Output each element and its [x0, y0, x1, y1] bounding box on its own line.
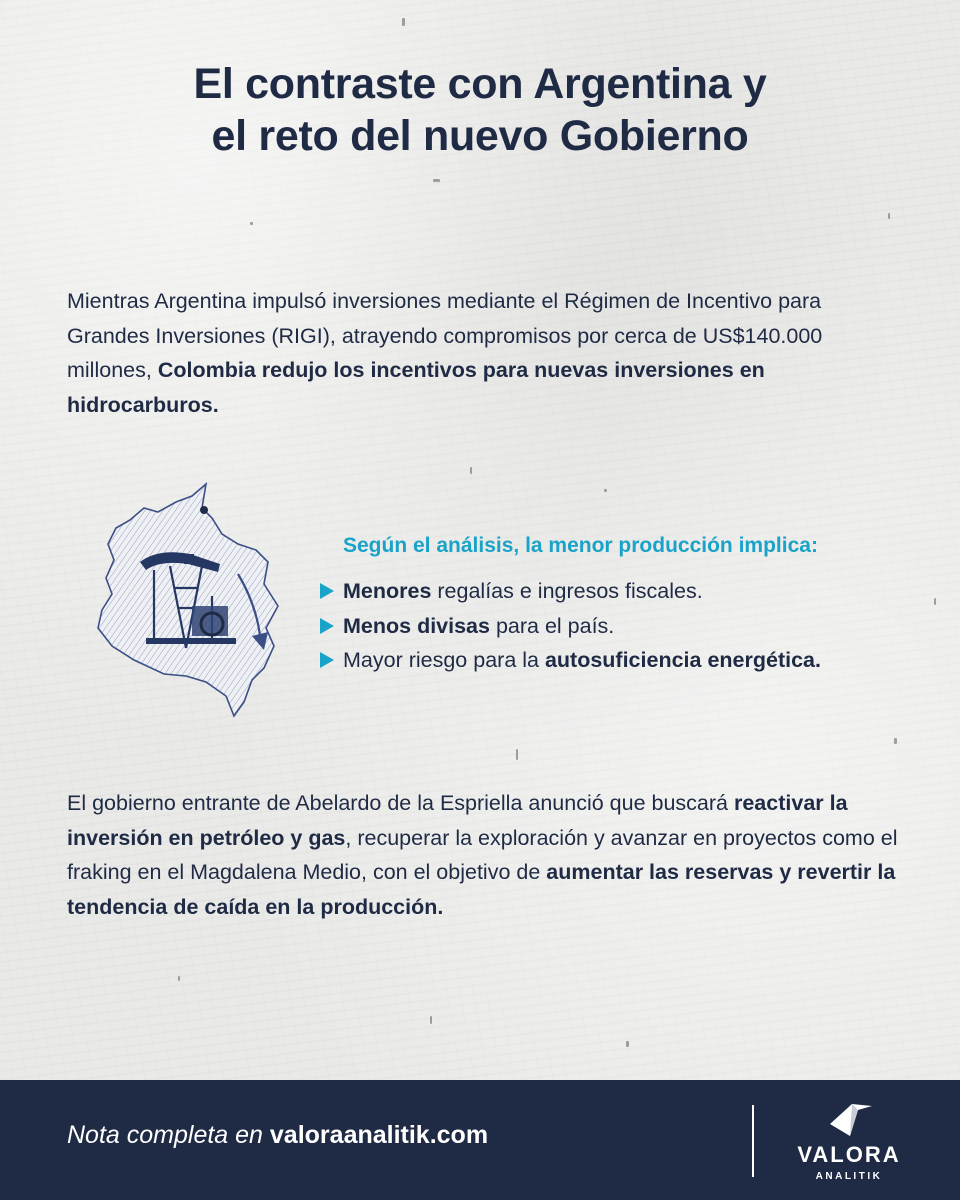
- paper-speck: [470, 467, 472, 474]
- footer-note: [67, 1121, 488, 1150]
- logo-subtitle: ANALITIK: [815, 1171, 883, 1182]
- outro-paragraph: [67, 786, 907, 924]
- paper-speck: [516, 749, 518, 760]
- paper-speck: [250, 222, 253, 225]
- triangle-bullet-icon: [320, 652, 334, 668]
- footer-site-link[interactable]: valoraanalitik.com: [269, 1121, 489, 1149]
- paper-speck: [433, 179, 440, 182]
- page-title-line1: El contraste con Argentina y: [193, 60, 767, 108]
- paper-speck: [888, 213, 890, 219]
- list-item-text: regalías e ingresos fiscales.: [431, 579, 703, 603]
- paper-speck: [626, 1041, 629, 1047]
- triangle-bullet-icon: [320, 583, 334, 599]
- logo-name: VALORA: [797, 1142, 901, 1167]
- intro-bold-text: Colombia redujo los incentivos para nuevas inversiones en hidrocarburos.: [67, 358, 765, 417]
- list-item-bold: Menos divisas: [343, 613, 490, 638]
- outro-text-2: , recuperar la exploración y avanzar en proyectos como el fraking en el Magdalena Medio, con el objetivo de: [67, 825, 898, 884]
- intro-text: Mientras Argentina impulsó inversiones mediante el Régimen de Incentivo para Grandes Inversiones (RIGI), atrayendo compromisos por cerca de US$140.000 millones,: [67, 289, 823, 382]
- paper-speck: [402, 18, 405, 26]
- list-item: [320, 609, 821, 644]
- outro-bold-1: reactivar la inversión en petróleo y gas: [67, 791, 848, 850]
- list-item-bold: autosuficiencia energética.: [544, 648, 821, 672]
- valora-logo-icon: [828, 1102, 874, 1138]
- footer-divider: [752, 1105, 754, 1177]
- footer-note-prefix: Nota completa en: [67, 1121, 263, 1149]
- list-item: [320, 574, 821, 609]
- intro-paragraph: [67, 284, 867, 422]
- list-item: [320, 643, 821, 678]
- page-title-line2: el reto del nuevo Gobierno: [211, 112, 749, 160]
- paper-speck: [934, 598, 936, 605]
- colombia-map-oil-pump-illustration: [88, 478, 288, 723]
- paper-speck: [604, 489, 607, 492]
- list-item-text: para el país.: [489, 613, 615, 638]
- analysis-title: Según el análisis, la menor producción implica:: [343, 534, 818, 557]
- triangle-bullet-icon: [320, 618, 334, 634]
- paper-speck: [178, 976, 180, 981]
- outro-text-1: El gobierno entrante de Abelardo de la Espriella anunció que buscará: [67, 791, 728, 815]
- paper-speck: [894, 738, 897, 744]
- footer-bar: [0, 1080, 960, 1200]
- colombia-map-icon: [88, 478, 288, 723]
- page-title: [0, 58, 960, 162]
- paper-speck: [430, 1016, 432, 1024]
- analysis-list: [320, 574, 821, 678]
- outro-bold-2: aumentar las reservas y revertir la tendencia de caída en la producción.: [67, 860, 896, 919]
- list-item-bold: Menores: [343, 579, 432, 603]
- list-item-text: Mayor riesgo para la: [343, 648, 545, 672]
